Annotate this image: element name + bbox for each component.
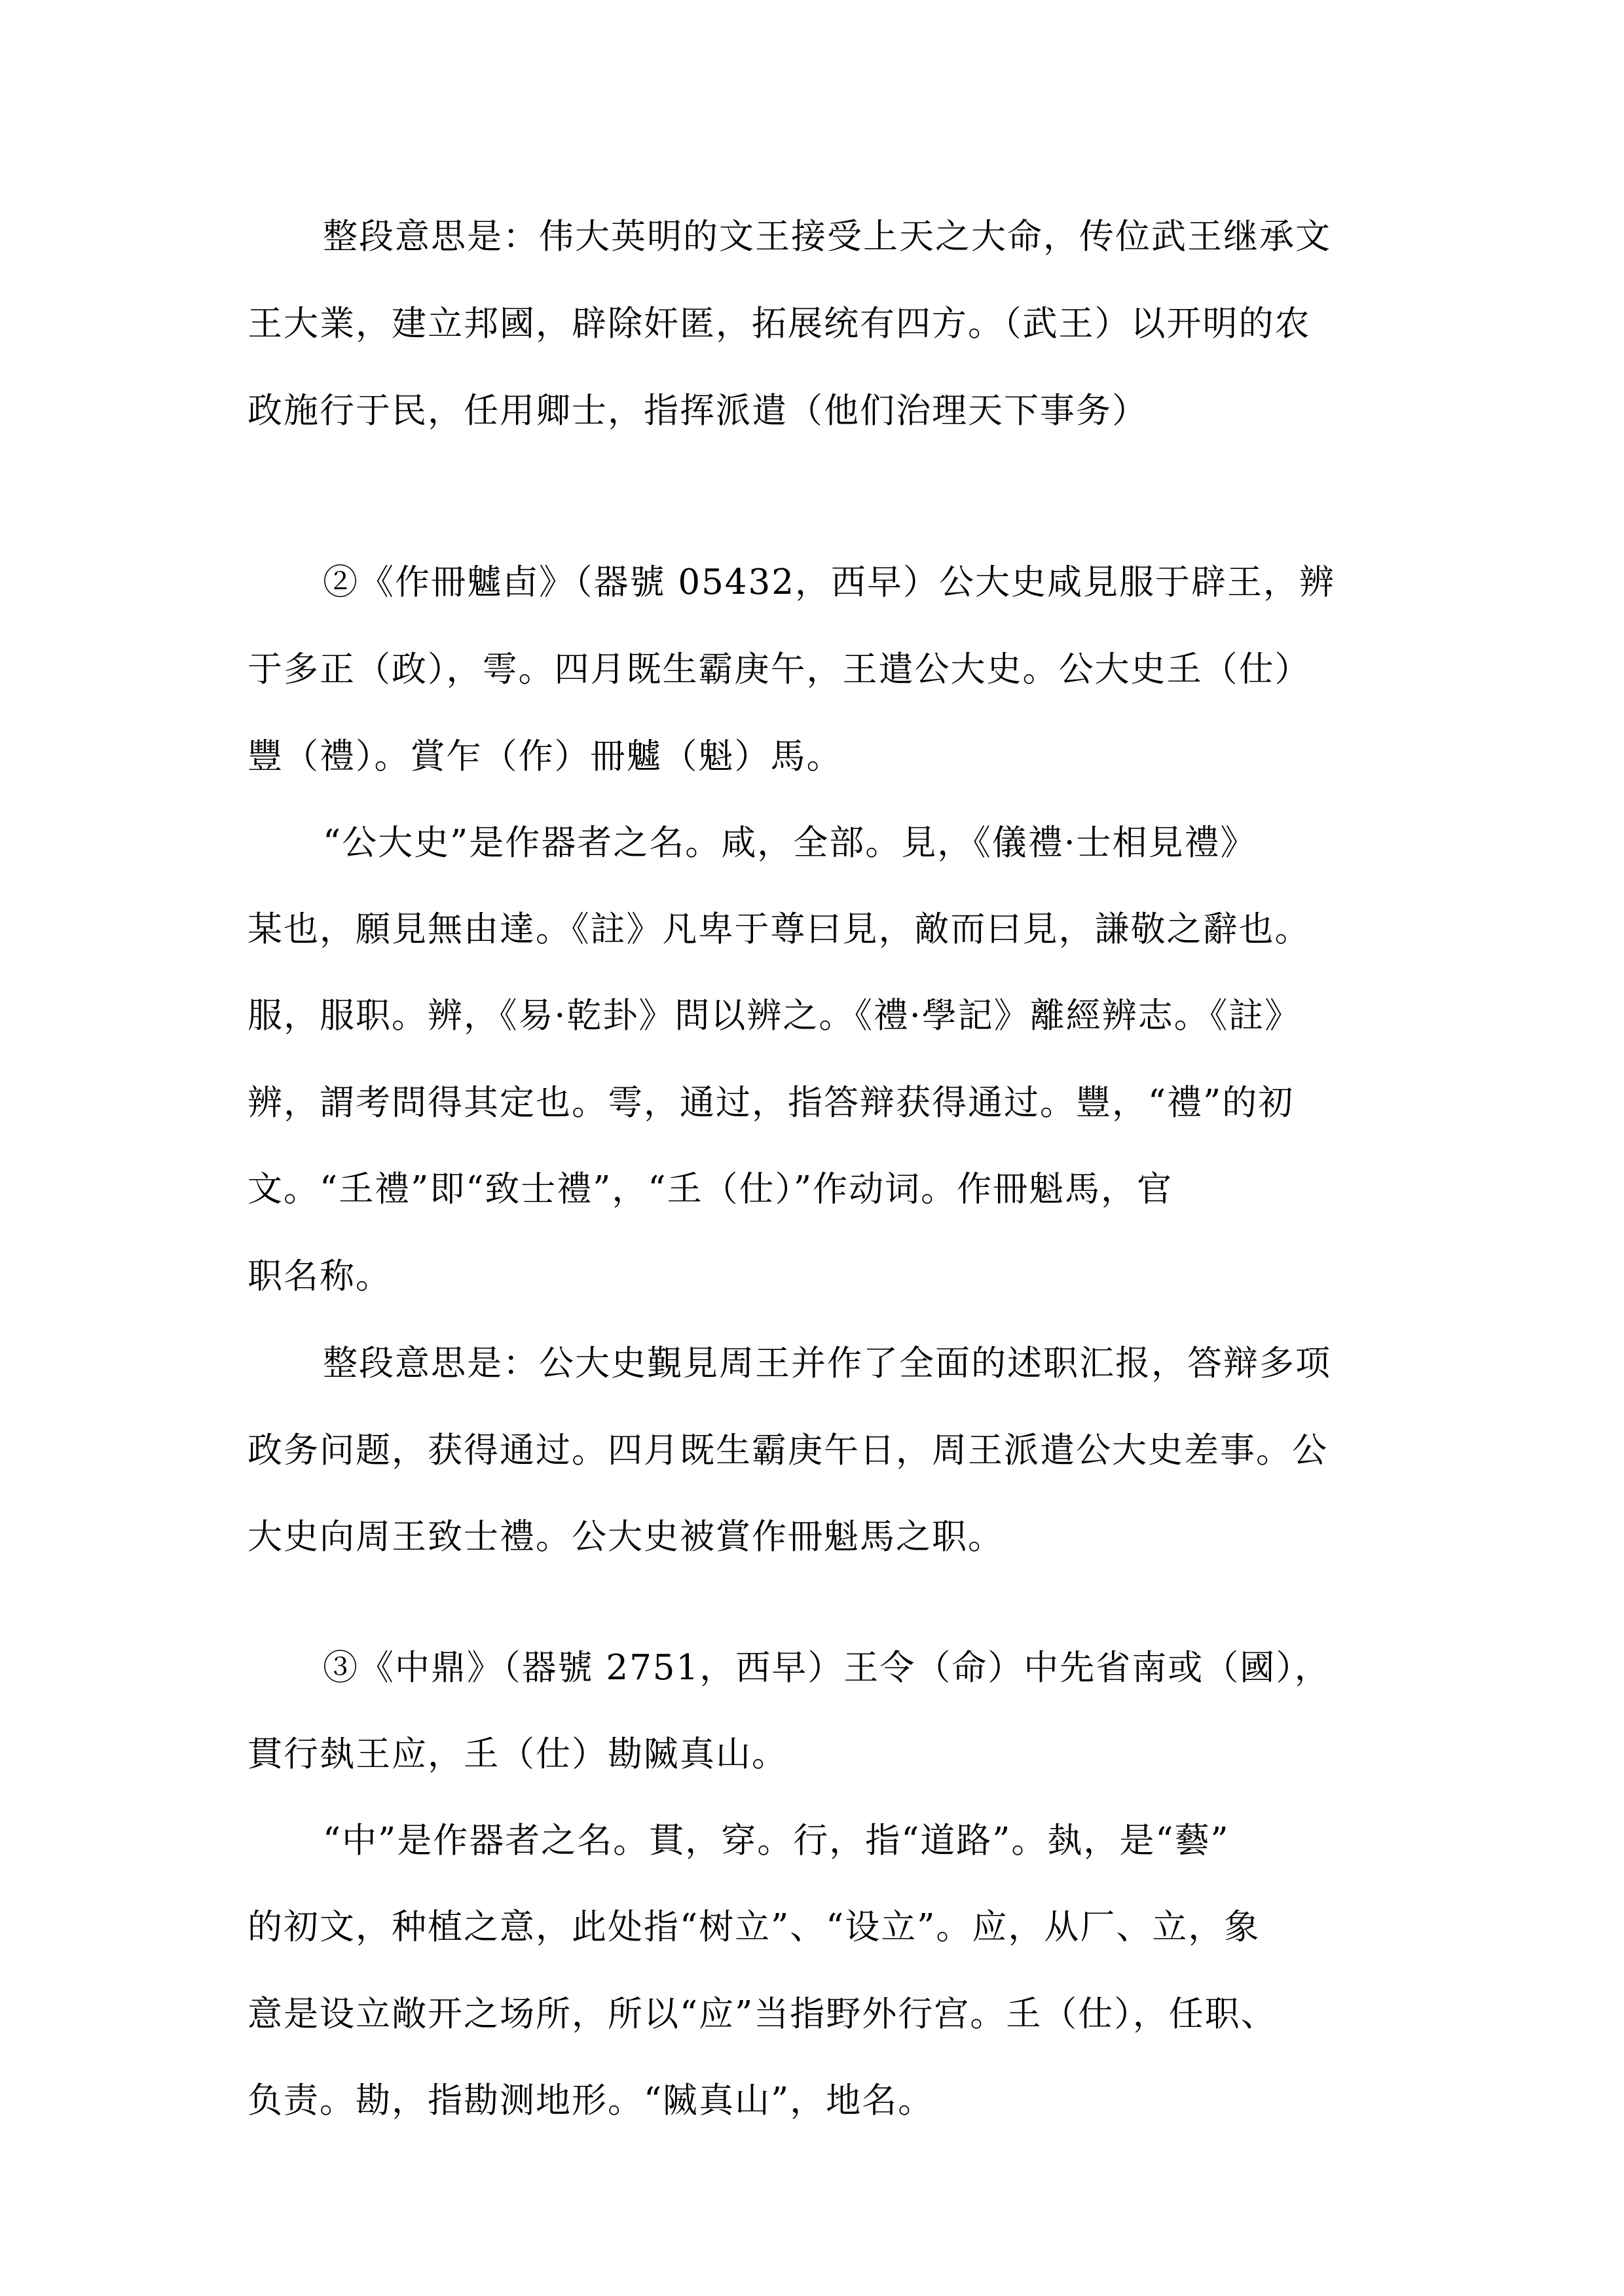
text-line: 文。“𡈼禮”即“致士禮”，“𡈼（仕）”作动词。作冊魁馬，官 bbox=[248, 1169, 1173, 1209]
text-line: 貫行埶王应，𡈼（仕）勘隇真山。 bbox=[248, 1734, 788, 1774]
text-line: 于多正（政），雩。四月既生霸庚午，王遣公大史。公大史𡈼（仕） bbox=[248, 649, 1311, 689]
text-line: 意是设立敞开之场所，所以“应”当指野外行宫。𡈼（仕），任职、 bbox=[248, 1994, 1277, 2034]
text-line: 政施行于民，任用卿士，指挥派遣（他们治理天下事务） bbox=[248, 391, 1148, 431]
text-line: 大史向周王致士禮。公大史被賞作冊魁馬之职。 bbox=[248, 1517, 1004, 1557]
text-line: “公大史”是作器者之名。咸，全部。見，《儀禮·士相見禮》 bbox=[323, 823, 1257, 863]
text-line: 某也，願見無由達。《註》凡卑于尊曰見，敵而曰見，謙敬之辭也。 bbox=[248, 909, 1311, 949]
text-line: ③《中鼎》（器號 2751，西早）王令（命）中先省南或（國）， bbox=[323, 1648, 1331, 1688]
text-line: 政务问题，获得通过。四月既生霸庚午日，周王派遣公大史差事。公 bbox=[248, 1430, 1328, 1470]
text-line: 服，服职。辨，《易·乾卦》問以辨之。《禮·學記》離經辨志。《註》 bbox=[248, 996, 1301, 1036]
text-line: 整段意思是：伟大英明的文王接受上天之大命，传位武王继承文 bbox=[323, 217, 1331, 257]
text-line: 豐（禮）。賞乍（作）冊魖（魁）馬。 bbox=[248, 737, 843, 776]
text-line: 职名称。 bbox=[248, 1256, 392, 1296]
text-line: ②《作冊魖卣》（器號 05432，西早）公大史咸見服于辟王，辨 bbox=[323, 562, 1335, 602]
text-line: 的初文，种植之意，此处指“树立”、“设立”。应，从厂、立，象 bbox=[248, 1907, 1261, 1947]
text-line: 整段意思是：公大史覲見周王并作了全面的述职汇报，答辩多项 bbox=[323, 1343, 1331, 1383]
text-line: 辨，謂考問得其定也。雩，通过，指答辩获得通过。豐，“禮”的初 bbox=[248, 1083, 1295, 1123]
text-line: 王大業，建立邦國，辟除奸匿，拓展统有四方。（武王）以开明的农 bbox=[248, 304, 1311, 344]
text-line: 负责。勘，指勘测地形。“隇真山”，地名。 bbox=[248, 2081, 934, 2121]
text-line: “中”是作器者之名。貫，穿。行，指“道路”。埶，是“藝” bbox=[323, 1821, 1230, 1861]
